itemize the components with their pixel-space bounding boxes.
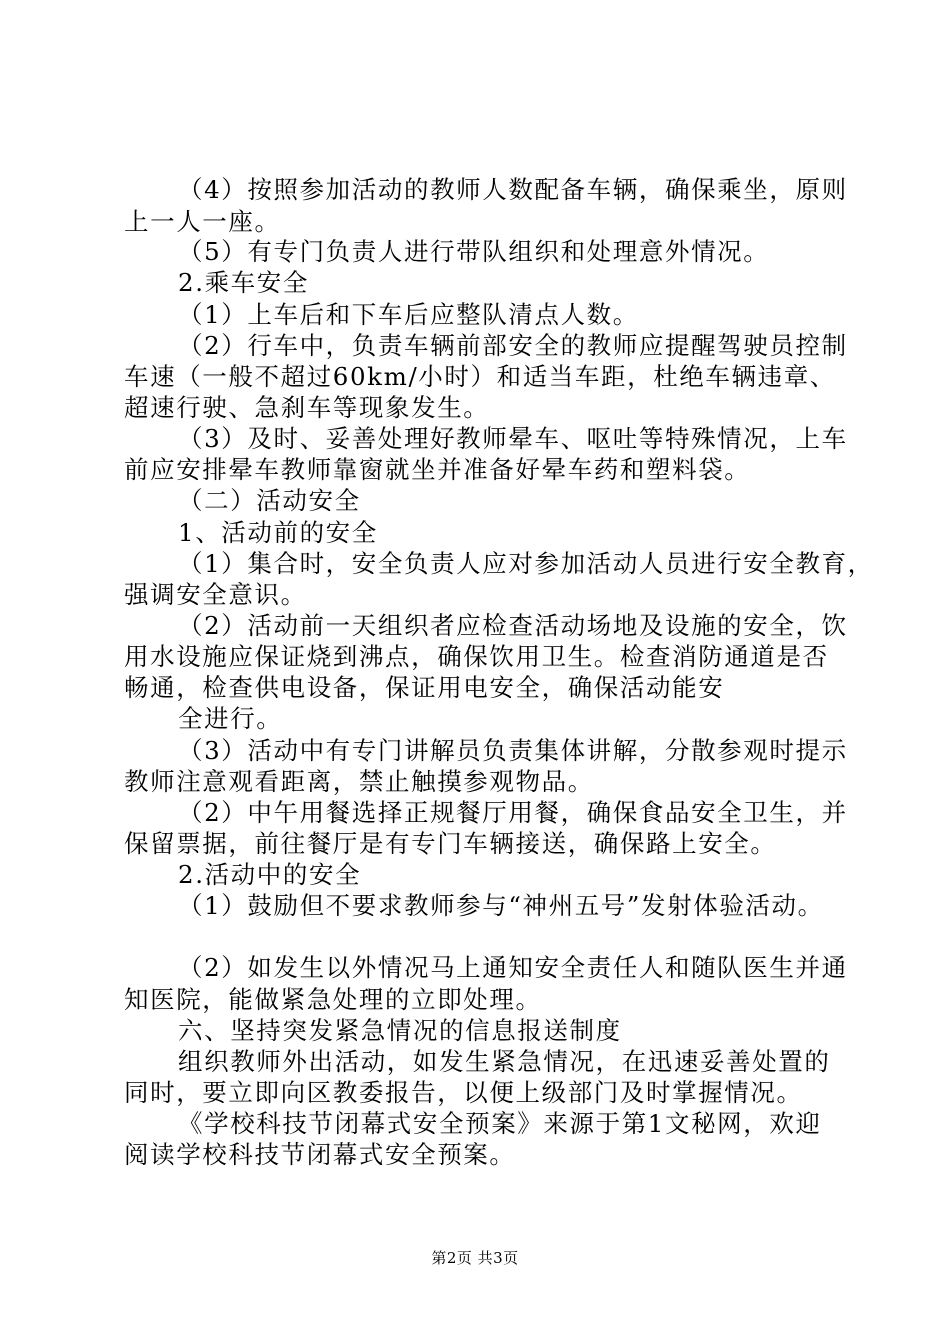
paragraph-line: （1）鼓励但不要求教师参与“神州五号”发射体验活动。 <box>178 891 824 920</box>
paragraph-line: （2）中午用餐选择正规餐厅用餐，确保食品安全卫生，并 <box>178 798 848 827</box>
paragraph-line: （4）按照参加活动的教师人数配备车辆，确保乘坐，原则 <box>178 175 848 204</box>
paragraph-line: 组织教师外出活动，如发生紧急情况，在迅速妥善处置的 <box>178 1047 831 1076</box>
paragraph-line: 《学校科技节闭幕式安全预案》来源于第1文秘网，欢迎 <box>178 1109 822 1138</box>
section-heading: 2.活动中的安全 <box>178 860 362 889</box>
section-heading: 1、活动前的安全 <box>178 518 378 547</box>
paragraph-line: 同时，要立即向区教委报告，以便上级部门及时掌握情况。 <box>124 1078 803 1107</box>
paragraph-line: 教师注意观看距离，禁止触摸参观物品。 <box>124 767 594 796</box>
page-number-footer: 第2页 共3页 <box>431 1249 519 1267</box>
paragraph-line: （2）活动前一天组织者应检查活动场地及设施的安全，饮 <box>178 611 848 640</box>
paragraph-line: 上一人一座。 <box>124 207 281 236</box>
paragraph-line: （1）集合时，安全负责人应对参加活动人员进行安全教育， <box>178 549 874 578</box>
paragraph-line: 前应安排晕车教师靠窗就坐并准备好晕车药和塑料袋。 <box>124 455 751 484</box>
paragraph-line: 阅读学校科技节闭幕式安全预案。 <box>124 1140 516 1169</box>
paragraph-line: （2）如发生以外情况马上通知安全责任人和随队医生并通 <box>178 953 848 982</box>
paragraph-line: （3）及时、妥善处理好教师晕车、呕吐等特殊情况，上车 <box>178 424 848 453</box>
section-heading: （二）活动安全 <box>178 486 361 515</box>
paragraph-line: 全进行。 <box>178 704 283 733</box>
paragraph-line: 畅通，检查供电设备，保证用电安全，确保活动能安 <box>124 673 725 702</box>
paragraph-line: 超速行驶、急刹车等现象发生。 <box>124 393 490 422</box>
paragraph-line: （2）行车中，负责车辆前部安全的教师应提醒驾驶员控制 <box>178 331 848 360</box>
section-heading: 六、坚持突发紧急情况的信息报送制度 <box>178 1016 622 1045</box>
paragraph-line: （1）上车后和下车后应整队清点人数。 <box>178 300 639 329</box>
paragraph-line: 车速（一般不超过60km/小时）和适当车距，杜绝车辆违章、 <box>124 362 836 391</box>
paragraph-line: 知医院，能做紧急处理的立即处理。 <box>124 985 542 1014</box>
section-heading: 2.乘车安全 <box>178 268 309 297</box>
paragraph-line: （3）活动中有专门讲解员负责集体讲解，分散参观时提示 <box>178 736 848 765</box>
paragraph-line: 强调安全意识。 <box>124 580 307 609</box>
paragraph-line: 用水设施应保证烧到沸点，确保饮用卫生。检查消防通道是否 <box>124 642 829 671</box>
paragraph-line: 保留票据，前往餐厅是有专门车辆接送，确保路上安全。 <box>124 829 777 858</box>
paragraph-line: （5）有专门负责人进行带队组织和处理意外情况。 <box>178 237 770 266</box>
